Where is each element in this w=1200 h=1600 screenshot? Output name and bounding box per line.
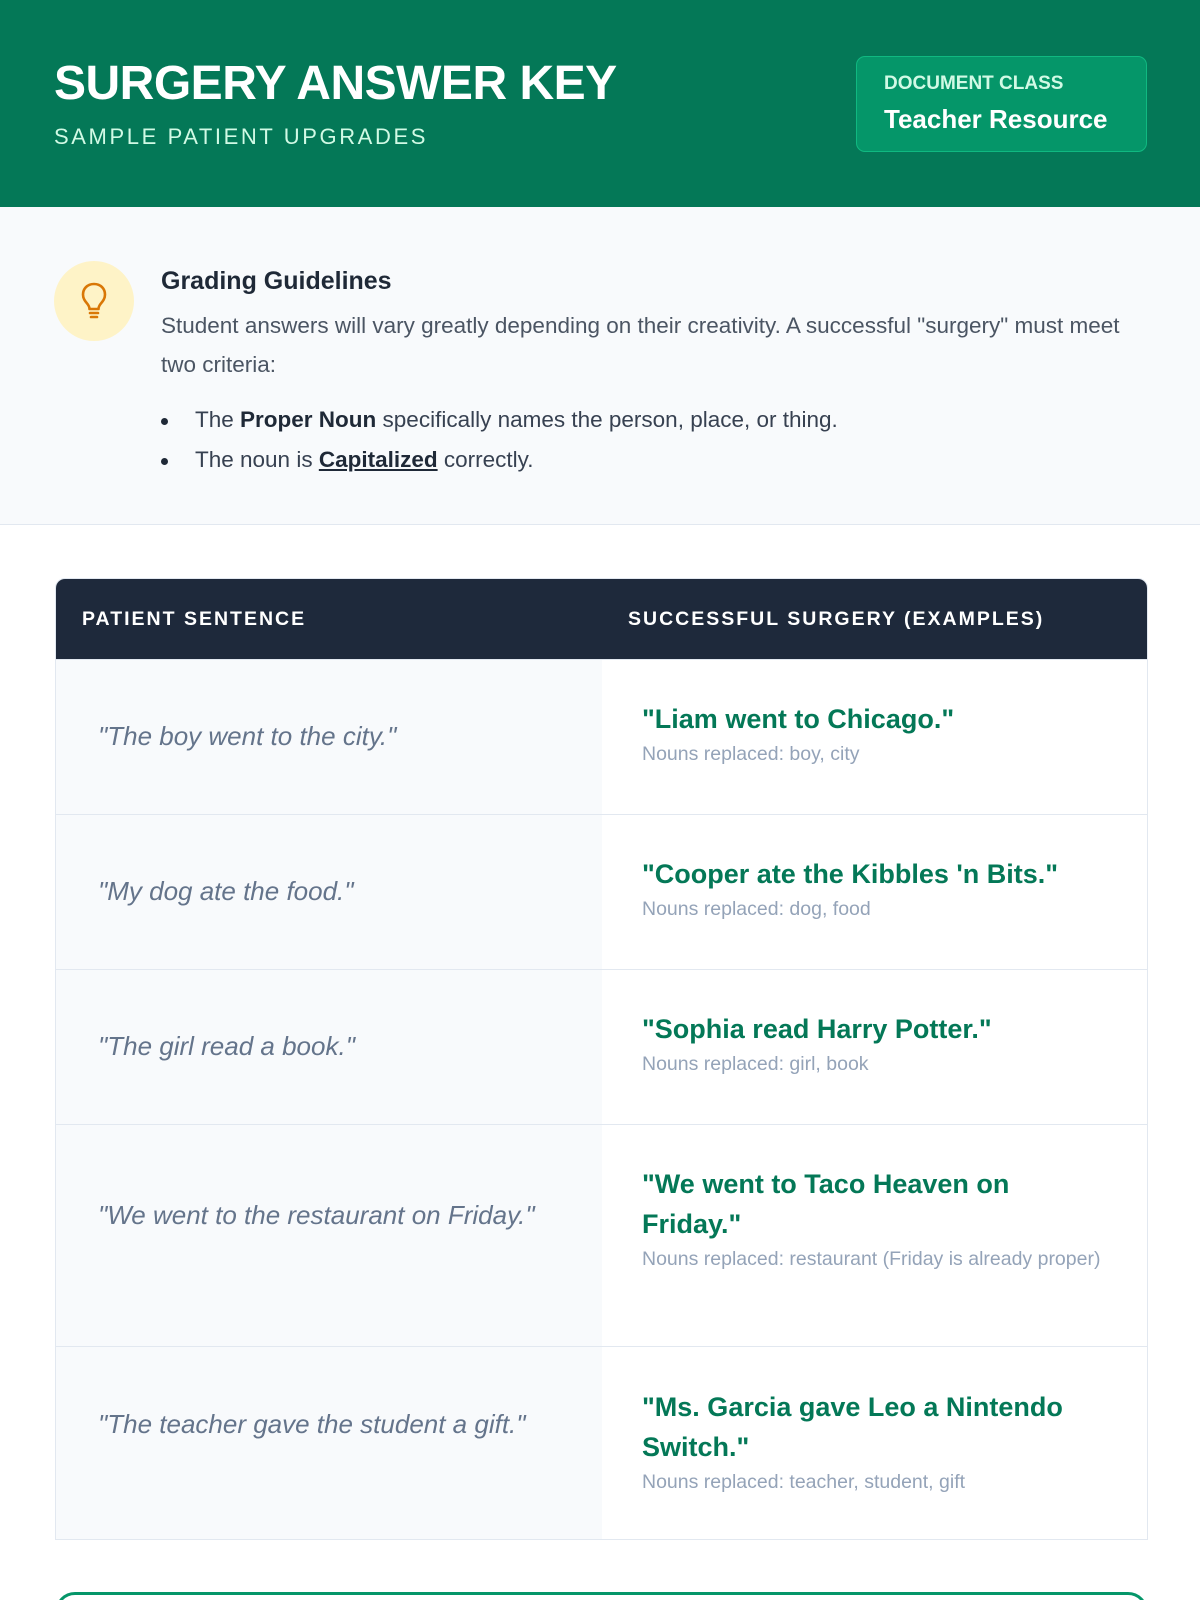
nouns-replaced-note: Nouns replaced: teacher, student, gift [642, 1471, 966, 1493]
column-header-surgery: SUCCESSFUL SURGERY (EXAMPLES) [628, 608, 1045, 630]
next-section-box [55, 1592, 1148, 1600]
guidelines-title: Grading Guidelines [161, 267, 392, 295]
nouns-replaced-note: Nouns replaced: girl, book [642, 1053, 869, 1075]
nouns-replaced-note: Nouns replaced: boy, city [642, 743, 860, 765]
surgery-example: "Ms. Garcia gave Leo a Nintendo Switch." [642, 1392, 1063, 1462]
nouns-replaced-note: Nouns replaced: dog, food [642, 898, 871, 920]
column-header-patient: PATIENT SENTENCE [82, 608, 307, 630]
surgery-example: "Cooper ate the Kibbles 'n Bits." [642, 859, 1059, 889]
patient-sentence: "My dog ate the food." [98, 876, 354, 906]
table-row [56, 659, 1147, 814]
table-row [56, 969, 1147, 1124]
table-row [56, 814, 1147, 969]
header [0, 0, 1200, 207]
surgery-example: "Sophia read Harry Potter." [642, 1014, 992, 1044]
page-title: SURGERY ANSWER KEY [54, 57, 617, 110]
surgery-example: "Liam went to Chicago." [642, 704, 955, 734]
patient-sentence: "The boy went to the city." [98, 721, 397, 751]
patient-sentence: "The girl read a book." [98, 1031, 355, 1061]
badge-value: Teacher Resource [884, 104, 1108, 134]
answer-table [55, 578, 1148, 1540]
criteria-bold: Capitalized [318, 447, 438, 472]
nouns-replaced-note: Nouns replaced: restaurant (Friday is already proper) [642, 1248, 1101, 1270]
table-row [56, 1124, 1147, 1346]
grading-guidelines [0, 207, 1200, 525]
page-subtitle: SAMPLE PATIENT UPGRADES [54, 124, 428, 149]
lightbulb-icon [54, 261, 134, 341]
document-class-badge [856, 56, 1147, 152]
patient-sentence: "The teacher gave the student a gift." [98, 1409, 526, 1439]
patient-sentence: "We went to the restaurant on Friday." [98, 1200, 535, 1230]
guidelines-text: Student answers will vary greatly depending on their creativity. A successful "surgery" must meet two criteria: [161, 313, 1120, 377]
criteria-bold: Proper Noun [240, 407, 377, 432]
criteria-list [161, 400, 838, 480]
badge-label: DOCUMENT CLASS [884, 73, 1064, 94]
table-header [56, 579, 1147, 659]
criteria-item: The noun is Capitalized correctly. [161, 440, 838, 480]
criteria-item: The Proper Noun specifically names the person, place, or thing. [161, 400, 838, 440]
table-row [56, 1346, 1147, 1540]
surgery-example: "We went to Taco Heaven on Friday." [642, 1169, 1010, 1239]
